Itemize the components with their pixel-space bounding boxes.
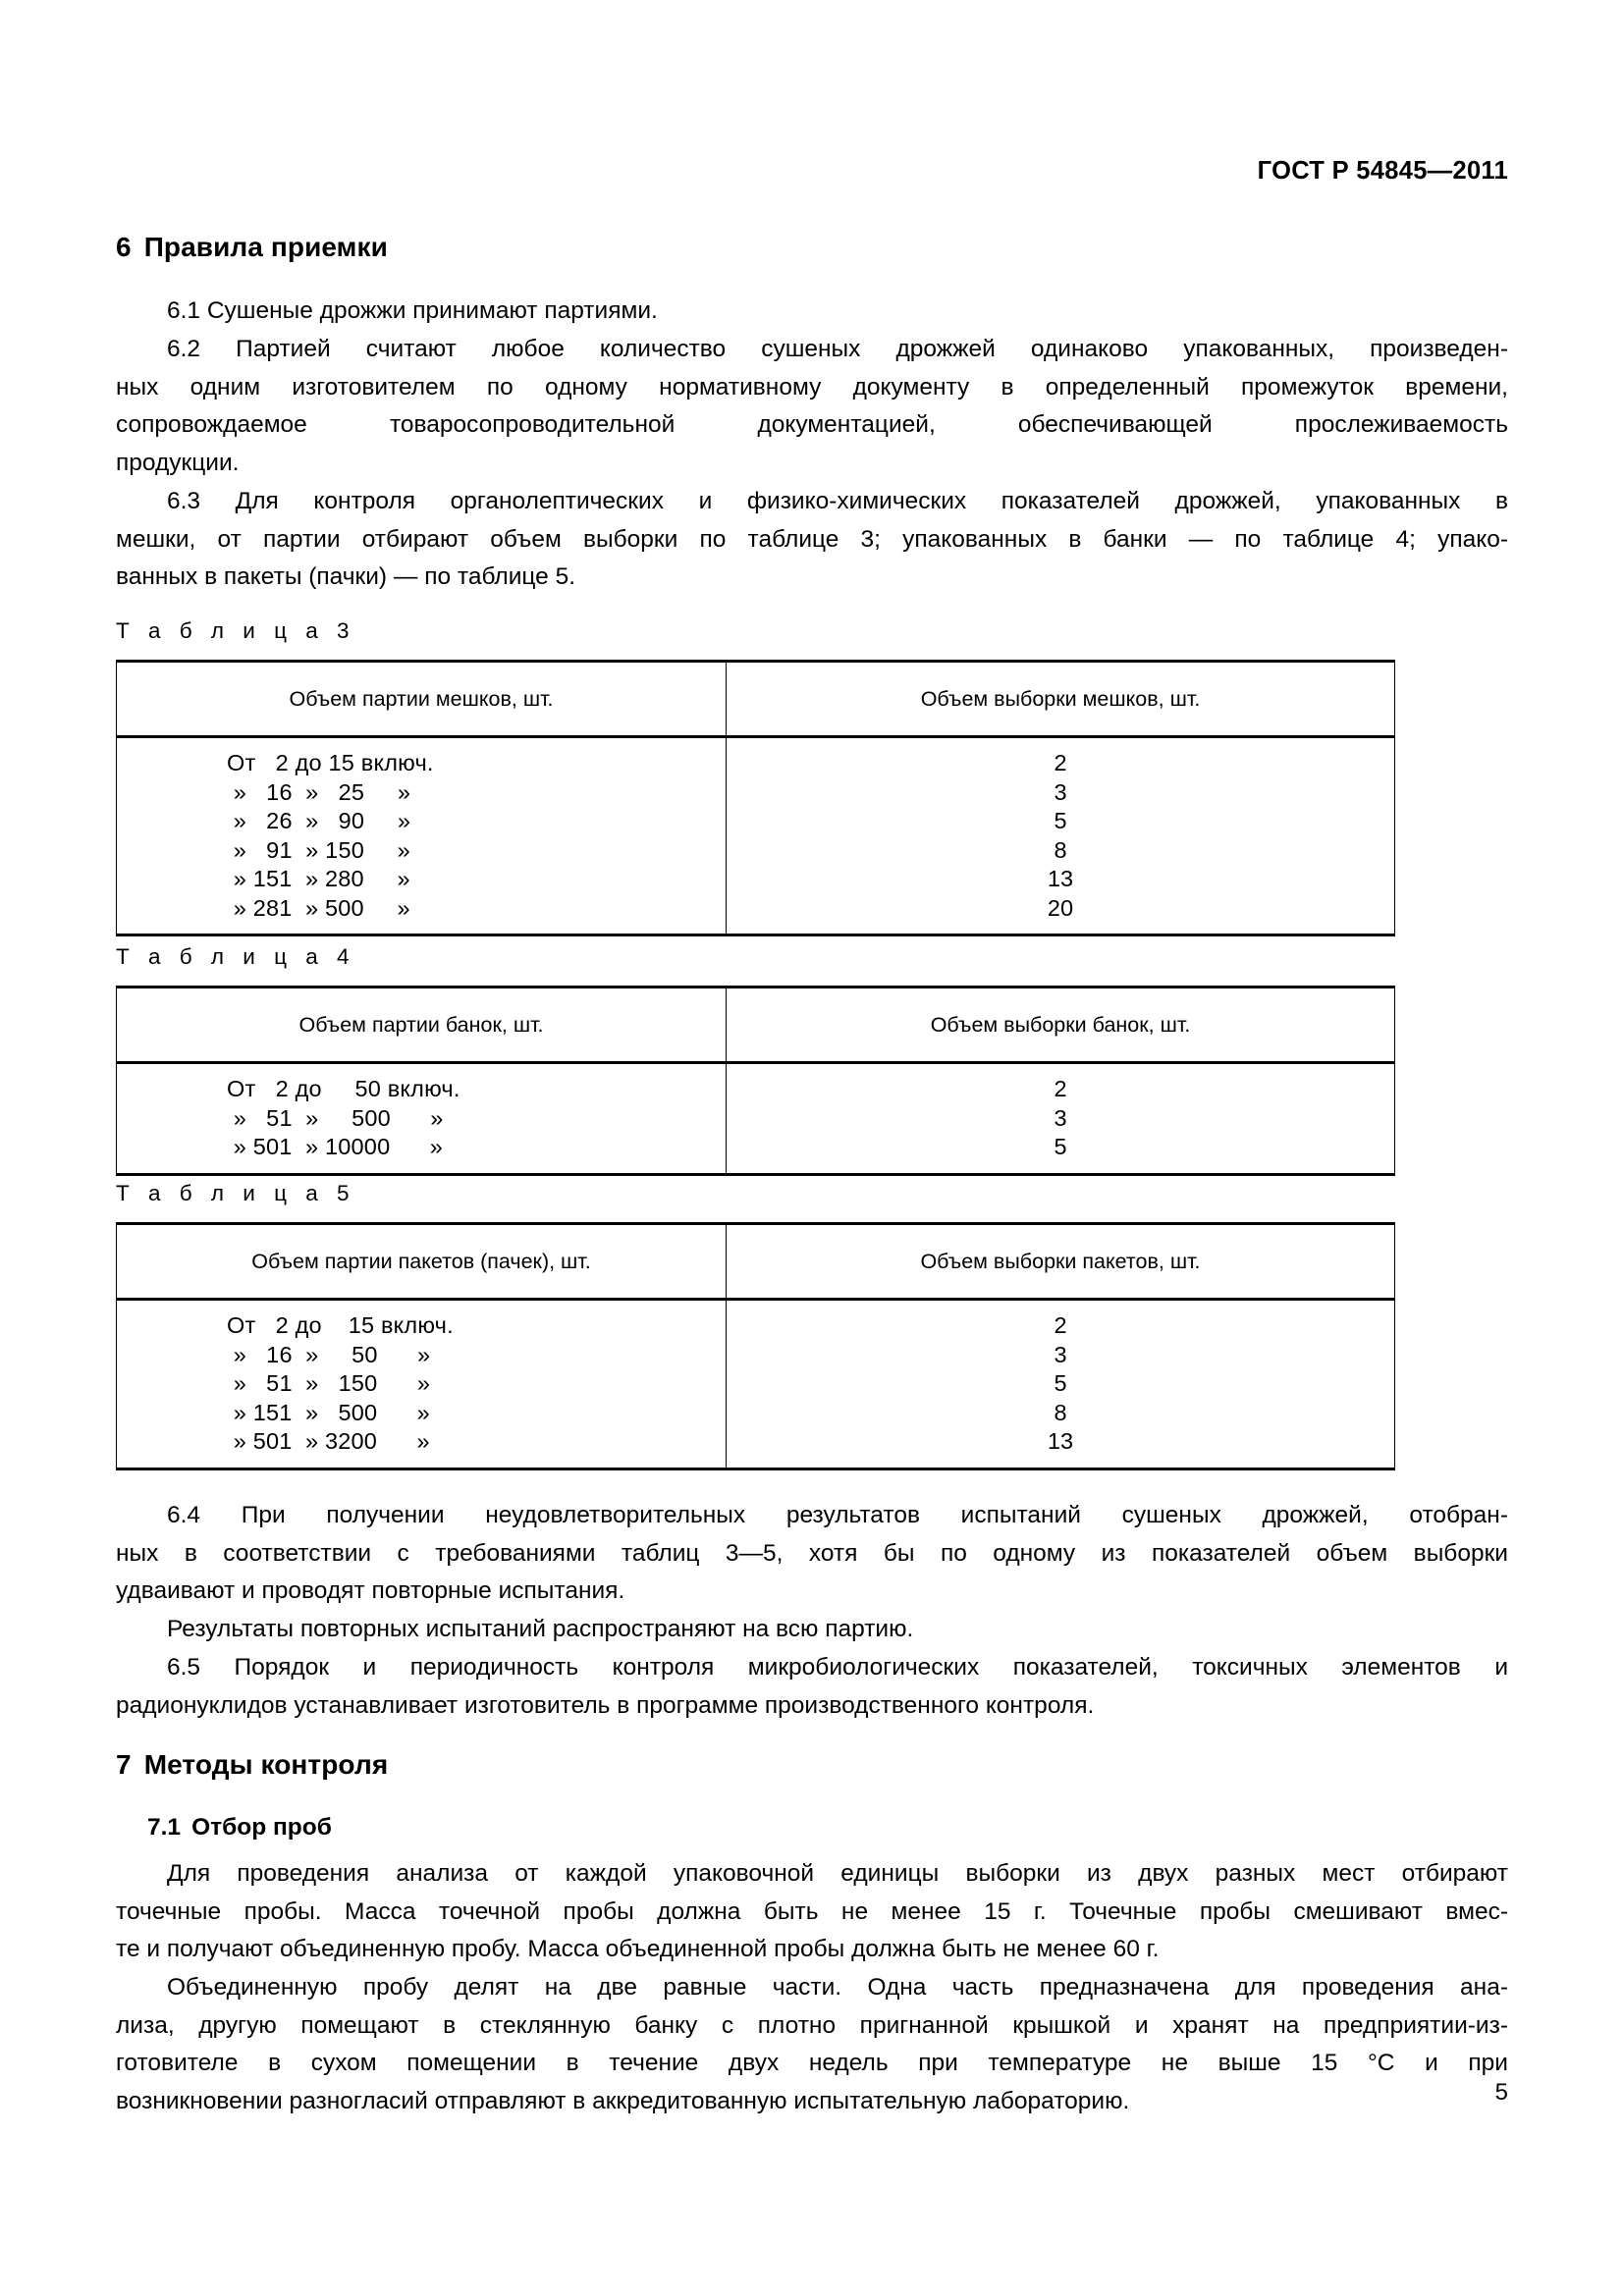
range-item: От 2 до 50 включ. [227, 1076, 460, 1101]
paragraph-line: сопровождаемое товаросопроводительной документацией, обеспечивающей прослеживаемость [116, 411, 1508, 439]
value-item: 3 [1054, 778, 1067, 805]
section-title-6: Правила приемки [143, 232, 388, 262]
page-number: 5 [1494, 2079, 1508, 2106]
section-heading-7 [116, 1749, 388, 1781]
paragraph-7-1-a [116, 1855, 1508, 1969]
range-item: » 501 » 10000 » [227, 1134, 443, 1159]
range-item: » 151 » 500 » [227, 1399, 430, 1425]
value-item: 2 [1054, 1312, 1067, 1338]
value-item: 2 [1054, 750, 1067, 775]
section-title-7: Методы контроля [143, 1749, 389, 1780]
table-header-row [117, 1224, 1395, 1300]
section-number-6: 6 [116, 232, 132, 262]
value-list [727, 749, 1394, 923]
table-caption-5: Т а б л и ц а 5 [116, 1181, 356, 1205]
cell-ranges [117, 737, 727, 935]
cell-values [727, 1300, 1395, 1469]
value-item: 3 [1054, 1104, 1067, 1131]
range-item: » 51 » 150 » [227, 1370, 431, 1396]
paragraph-line: лиза, другую помещают в стеклянную банку с плотно пригнанной крышкой и хранят на предприятии-из- [116, 2011, 1508, 2039]
paragraph-line: 6.5 Порядок и периодичность контроля микробиологических показателей, токсичных элементов и [167, 1654, 1508, 1681]
value-item: 3 [1054, 1341, 1067, 1367]
paragraph-line: ных одним изготовителем по одному нормативному документу в определенный промежуток времени, [116, 373, 1508, 400]
table-5 [116, 1222, 1395, 1470]
table-caption-4: Т а б л и ц а 4 [116, 944, 356, 969]
value-item: 2 [1054, 1076, 1067, 1101]
paragraph-line: удваивают и проводят повторные испытания. [116, 1577, 625, 1605]
paragraph-line: возникновении разногласий отправляют в аккредитованную испытательную лабораторию. [116, 2087, 1130, 2114]
range-list [117, 1075, 726, 1162]
paragraph-6-1 [116, 293, 658, 331]
range-item: От 2 до 15 включ. [227, 1312, 454, 1338]
subsection-number-7-1: 7.1 [147, 1814, 182, 1841]
column-header-sample-volume: Объем выборки мешков, шт. [727, 662, 1395, 737]
column-header-lot-volume: Объем партии банок, шт. [117, 988, 727, 1063]
paragraph-line: точечные пробы. Масса точечной пробы должна быть не менее 15 г. Точечные пробы смешивают вмес- [116, 1897, 1508, 1925]
range-list [117, 749, 726, 923]
paragraph-6-2 [116, 331, 1508, 482]
cell-values [727, 1063, 1395, 1175]
column-header-lot-volume: Объем партии пакетов (пачек), шт. [117, 1224, 727, 1300]
value-item: 5 [1054, 1134, 1067, 1159]
paragraph-line: 6.1 Сушеные дрожжи принимают партиями. [167, 297, 658, 324]
table-4 [116, 986, 1395, 1176]
paragraph-line: 6.3 Для контроля органолептических и физико-химических показателей дрожжей, упакованных в [167, 488, 1508, 514]
table-row [117, 1063, 1395, 1175]
range-item: » 16 » 50 » [227, 1341, 431, 1367]
paragraph-line: Для проведения анализа от каждой упаковочной единицы выборки из двух разных мест отбирают [167, 1860, 1508, 1887]
cell-values [727, 737, 1395, 935]
value-item: 8 [1054, 836, 1067, 863]
value-list [727, 1311, 1394, 1457]
paragraph-line: те и получают объединенную пробу. Масса объединенной пробы должна быть не менее 60 г. [116, 1936, 1160, 1963]
paragraph-line: 6.2 Партией считают любое количество сушеных дрожжей одинаково упакованных, произведен- [167, 336, 1508, 362]
value-item: 5 [1054, 808, 1067, 833]
range-item: От 2 до 15 включ. [227, 750, 434, 775]
table-header-row [117, 662, 1395, 737]
column-header-sample-volume: Объем выборки банок, шт. [727, 988, 1395, 1063]
table-3 [116, 660, 1395, 936]
range-list [117, 1311, 726, 1457]
range-item: » 281 » 500 » [227, 894, 410, 921]
running-header-standard-id: ГОСТ Р 54845—2011 [1257, 157, 1508, 185]
value-item: 5 [1054, 1370, 1067, 1396]
table-row [117, 1300, 1395, 1469]
paragraph-7-1-b [116, 1969, 1508, 2120]
table-caption-3: Т а б л и ц а 3 [116, 618, 356, 643]
range-item: » 91 » 150 » [227, 836, 410, 863]
paragraph-line: Результаты повторных испытаний распространяют на всю партию. [167, 1616, 914, 1642]
paragraph-6-4 [116, 1497, 1508, 1611]
paragraph-line: продукции. [116, 449, 240, 476]
paragraph-line: ванных в пакеты (пачки) — по таблице 5. [116, 563, 576, 591]
range-item: » 26 » 90 » [227, 808, 411, 833]
value-item: 20 [1047, 894, 1074, 921]
paragraph-line: мешки, от партии отбирают объем выборки по таблице 3; упакованных в банки — по таблице 4; упако- [116, 525, 1508, 553]
paragraph-6-5 [116, 1649, 1508, 1725]
table-row [117, 737, 1395, 935]
subsection-title-7-1: Отбор проб [191, 1814, 332, 1841]
table-header-row [117, 988, 1395, 1063]
range-item: » 151 » 280 » [227, 866, 410, 891]
subsection-heading-7-1 [147, 1814, 332, 1842]
range-item: » 501 » 3200 » [227, 1428, 430, 1454]
paragraph-6-3 [116, 483, 1508, 597]
value-item: 13 [1047, 1428, 1074, 1454]
range-item: » 16 » 25 » [227, 778, 411, 805]
paragraph-line: радионуклидов устанавливает изготовитель в программе производственного контроля. [116, 1691, 1095, 1719]
paragraph-line: 6.4 При получении неудовлетворительных результатов испытаний сушеных дрожжей, отобран- [167, 1502, 1508, 1528]
section-number-7: 7 [116, 1749, 132, 1780]
section-heading-6 [116, 232, 388, 263]
range-item: » 51 » 500 » [227, 1104, 444, 1131]
value-list [727, 1075, 1394, 1162]
column-header-sample-volume: Объем выборки пакетов, шт. [727, 1224, 1395, 1300]
cell-ranges [117, 1063, 727, 1175]
column-header-lot-volume: Объем партии мешков, шт. [117, 662, 727, 737]
page-content [116, 0, 1508, 2296]
paragraph-line: Объединенную пробу делят на две равные части. Одна часть предназначена для проведения ана- [167, 1974, 1508, 2001]
value-item: 8 [1054, 1399, 1067, 1425]
cell-ranges [117, 1300, 727, 1469]
paragraph-line: ных в соответствии с требованиями таблиц 3—5, хотя бы по одному из показателей объем выборки [116, 1539, 1508, 1567]
paragraph-line: готовителе в сухом помещении в течение двух недель при температуре не выше 15 °С и при [116, 2050, 1508, 2077]
paragraph-6-4-repeat-note [116, 1611, 913, 1649]
value-item: 13 [1047, 866, 1074, 891]
